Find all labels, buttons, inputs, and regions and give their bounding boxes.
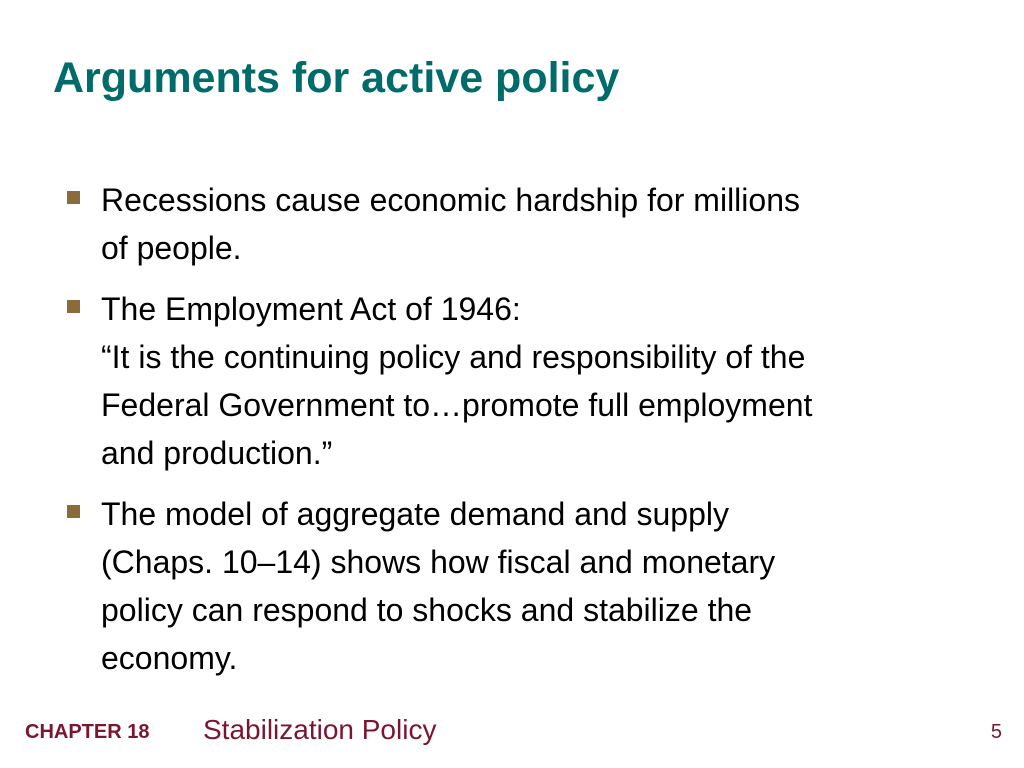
bullet-item-recessions (64, 176, 964, 272)
bullet-text-line: “It is the continuing policy and responsibility of the (101, 339, 806, 375)
footer-chapter-title: Stabilization Policy (203, 714, 437, 745)
bullet-item-employment-act (64, 285, 964, 477)
slide-title: Arguments for active policy (53, 54, 620, 102)
footer-chapter-label: CHAPTER 18 (25, 721, 150, 743)
bullet-text-line: The model of aggregate demand and supply (101, 496, 729, 532)
bullet-item-ad-as-model (64, 490, 964, 682)
bullet-text-line: Federal Government to…promote full employment (101, 387, 813, 423)
bullet-text-line: (Chaps. 10–14) shows how fiscal and monetary (101, 544, 776, 580)
bullet-text-line: economy. (101, 640, 238, 676)
footer-page-number: 5 (990, 721, 1002, 743)
square-bullet-icon (67, 300, 80, 313)
bullet-text-line: and production.” (101, 435, 333, 471)
bullet-list (64, 176, 964, 695)
bullet-text-line: policy can respond to shocks and stabilize the (101, 592, 753, 628)
bullet-text-line: The Employment Act of 1946: (101, 291, 521, 327)
square-bullet-icon (67, 505, 80, 518)
bullet-text-line: Recessions cause economic hardship for millions (101, 182, 800, 218)
square-bullet-icon (67, 191, 80, 204)
bullet-text-line: of people. (101, 230, 242, 266)
